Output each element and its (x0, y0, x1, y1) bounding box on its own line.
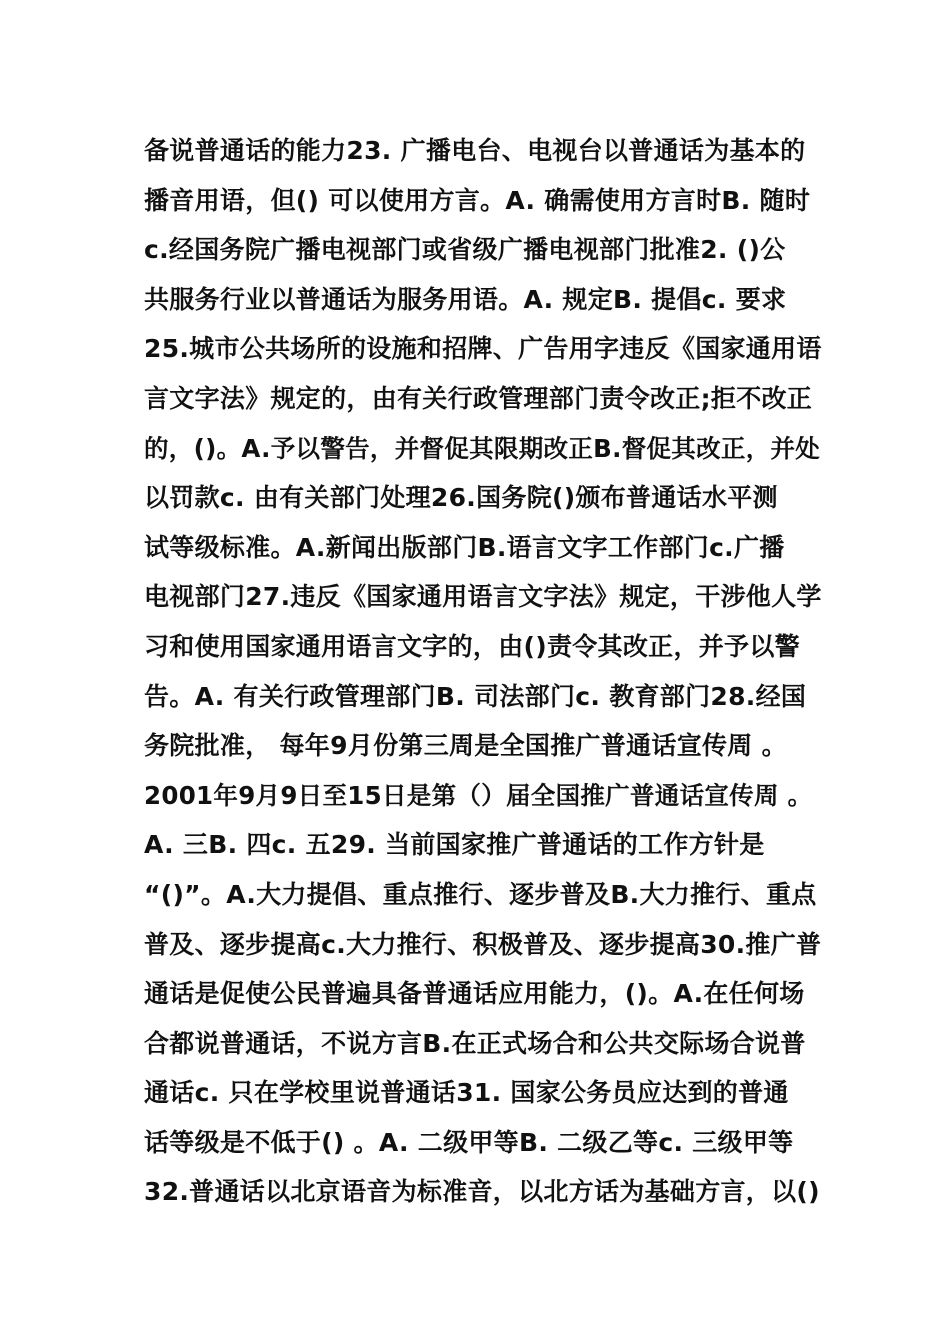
text-line: 播音用语，但() 可以使用方言。A. 确需使用方言时B. 随时 (144, 185, 811, 215)
text-line: 2001年9月9日至15日是第（）届全国推广普通话宣传周 。 (144, 780, 813, 810)
text-line: c.经国务院广播电视部门或省级广播电视部门批准2. ()公 (144, 235, 786, 265)
text-line: 合都说普通话，不说方言B.在正式场合和公共交际场合说普 (144, 1028, 806, 1058)
text-line: 务院批准， 每年9月份第三周是全国推广普通话宣传周 。 (144, 731, 787, 761)
text-line: A. 三B. 四c. 五29. 当前国家推广普通话的工作方针是 (144, 830, 765, 860)
body-text (144, 126, 824, 1217)
text-line: 试等级标准。A.新闻出版部门B.语言文字工作部门c.广播 (144, 532, 785, 562)
text-line: 共服务行业以普通话为服务用语。A. 规定B. 提倡c. 要求 (144, 284, 787, 314)
text-line: 习和使用国家通用语言文字的，由()责令其改正，并予以警 (144, 631, 800, 661)
text-line: 言文字法》规定的，由有关行政管理部门责令改正;拒不改正 (144, 383, 813, 413)
text-line: 备说普通话的能力23. 广播电台、电视台以普通话为基本的 (144, 136, 806, 165)
text-line: 32.普通话以北京语音为标准音，以北方话为基础方言，以() (144, 1177, 820, 1207)
text-line: 25.城市公共场所的设施和招牌、广告用字违反《国家通用语 (144, 334, 822, 364)
text-line: 告。A. 有关行政管理部门B. 司法部门c. 教育部门28.经国 (144, 681, 807, 711)
text-line: 通话c. 只在学校里说普通话31. 国家公务员应达到的普通 (144, 1078, 789, 1108)
text-line: 普及、逐步提高c.大力推行、积极普及、逐步提高30.推广普 (144, 929, 822, 959)
text-line: “()”。A.大力提倡、重点推行、逐步普及B.大力推行、重点 (144, 879, 817, 909)
text-line: 电视部门27.违反《国家通用语言文字法》规定，干涉他人学 (144, 582, 822, 612)
text-line: 的，()。A.予以警告，并督促其限期改正B.督促其改正，并处 (144, 433, 821, 463)
text-line: 通话是促使公民普遍具备普通话应用能力，()。A.在任何场 (144, 979, 805, 1009)
text-line: 话等级是不低于() 。A. 二级甲等B. 二级乙等c. 三级甲等 (144, 1127, 794, 1157)
text-line: 以罚款c. 由有关部门处理26.国务院()颁布普通话水平测 (144, 483, 778, 513)
